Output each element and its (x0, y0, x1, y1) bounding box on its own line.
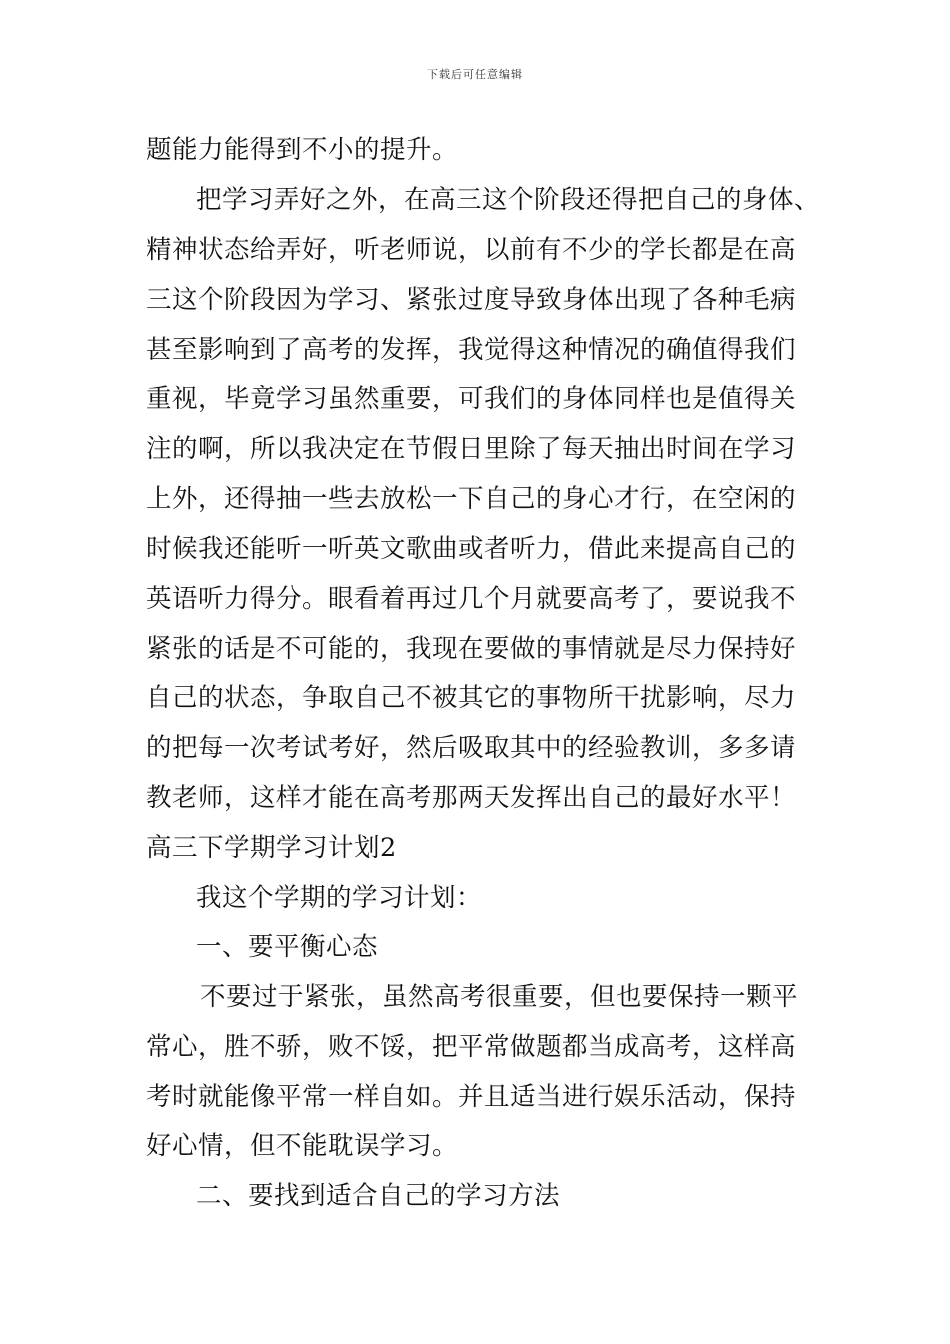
paragraph-line: 的把每一次考试考好，然后吸取其中的经验教训，多多请 (146, 733, 797, 763)
paragraph-line: 精神状态给弄好，听老师说，以前有不少的学长都是在高 (146, 235, 797, 265)
paragraph-line: 三这个阶段因为学习、紧张过度导致身体出现了各种毛病 (146, 285, 797, 315)
paragraph-line: 好心情，但不能耽误学习。 (146, 1131, 459, 1161)
paragraph-line: 紧张的话是不可能的，我现在要做的事情就是尽力保持好 (146, 634, 797, 664)
paragraph-line: 重视，毕竟学习虽然重要，可我们的身体同样也是值得关 (146, 384, 797, 414)
paragraph-line: 自己的状态，争取自己不被其它的事物所干扰影响，尽力 (146, 683, 797, 713)
paragraph-line: 上外，还得抽一些去放松一下自己的身心才行，在空闲的 (146, 484, 797, 514)
paragraph-line: 不要过于紧张，虽然高考很重要，但也要保持一颗平 (200, 982, 799, 1012)
paragraph-line: 英语听力得分。眼看着再过几个月就要高考了，要说我不 (146, 584, 797, 614)
paragraph-line: 把学习弄好之外，在高三这个阶段还得把自己的身体、 (196, 185, 821, 215)
paragraph-line: 时候我还能听一听英文歌曲或者听力，借此来提高自己的 (146, 534, 797, 564)
paragraph-line: 考时就能像平常一样自如。并且适当进行娱乐活动，保持 (146, 1082, 797, 1112)
paragraph-line: 题能力能得到不小的提升。 (146, 135, 459, 165)
section-title: 高三下学期学习计划2 (146, 833, 397, 863)
subheading: 二、要找到适合自己的学习方法 (196, 1181, 561, 1211)
paragraph-line: 常心，胜不骄，败不馁，把平常做题都当成高考，这样高 (146, 1032, 797, 1062)
paragraph-line: 教老师，这样才能在高考那两天发挥出自己的最好水平！ (146, 783, 797, 813)
subheading: 一、要平衡心态 (196, 932, 379, 962)
paragraph-line: 注的啊，所以我决定在节假日里除了每天抽出时间在学习 (146, 434, 797, 464)
page-header: 下载后可任意编辑 (427, 68, 523, 81)
paragraph-line: 我这个学期的学习计划： (196, 883, 483, 913)
paragraph-line: 甚至影响到了高考的发挥，我觉得这种情况的确值得我们 (146, 335, 797, 365)
